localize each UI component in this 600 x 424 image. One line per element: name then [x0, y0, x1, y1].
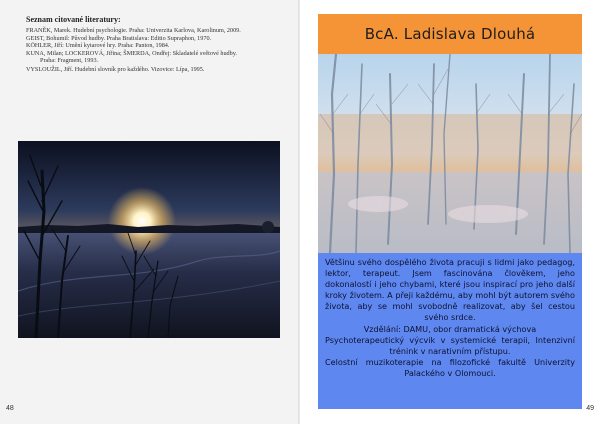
bio-training: Psychoterapeutický výcvik v systemické terapii, Intenzivní trénink v narativním přístupu. — [325, 334, 575, 356]
author-name-banner — [318, 14, 582, 54]
bibliography-entry: FRANĚK, Marek. Hudební psychologie. Praha: Univerzita Karlova, Karolinum, 2009. — [26, 27, 241, 35]
bibliography-entry: KUNA, Milan; LOCKEROVÁ, Jiřina; ŠMERDA, Ondřej: Skladatelé světové hudby. — [26, 49, 237, 57]
bibliography-entry: KÖHLER, Jiří: Umění kytarové hry. Praha: Panton, 1984. — [26, 42, 170, 50]
bibliography-title: Seznam citované literatury: — [26, 15, 121, 24]
bio-education: Vzdělání: DAMU, obor dramatická výchova — [363, 323, 537, 334]
bibliography-entry: VYSLOUŽIL, Jiří. Hudební slovník pro každého. Vizovice: Lípa, 1995. — [26, 66, 205, 74]
page-number-left: 48 — [6, 405, 14, 412]
winter-sunset-photo — [18, 141, 280, 338]
bibliography-entry-continuation: Praha: Fragment, 1993. — [40, 57, 99, 65]
author-name: BcA. Ladislava Dlouhá — [364, 25, 536, 43]
bio-music-therapy: Celostní muzikoterapie na filozofické fakultě Univerzity Palackého v Olomouci. — [325, 356, 575, 378]
winter-birch-trees-photo — [318, 54, 582, 253]
bibliography — [26, 16, 296, 74]
author-bio — [318, 253, 582, 409]
page-number-right: 49 — [586, 405, 594, 412]
bibliography-entry: GEIST, Bohumil: Původ hudby. Praha Bratislava: Editio Supraphon, 1970. — [26, 34, 212, 42]
bio-paragraph: Většinu svého dospělého života pracuji s lidmi jako pedagog, lektor, terapeut. Jsem fascinována člověkem, jeho dokonalostí i jeho chybami, které jsou inspirací pro jeho další kroky životem. A přeji každému, aby mohl být autorem svého života, aby se mohl svobodně realizovat, aby šel cestou svého srdce. — [325, 257, 575, 323]
